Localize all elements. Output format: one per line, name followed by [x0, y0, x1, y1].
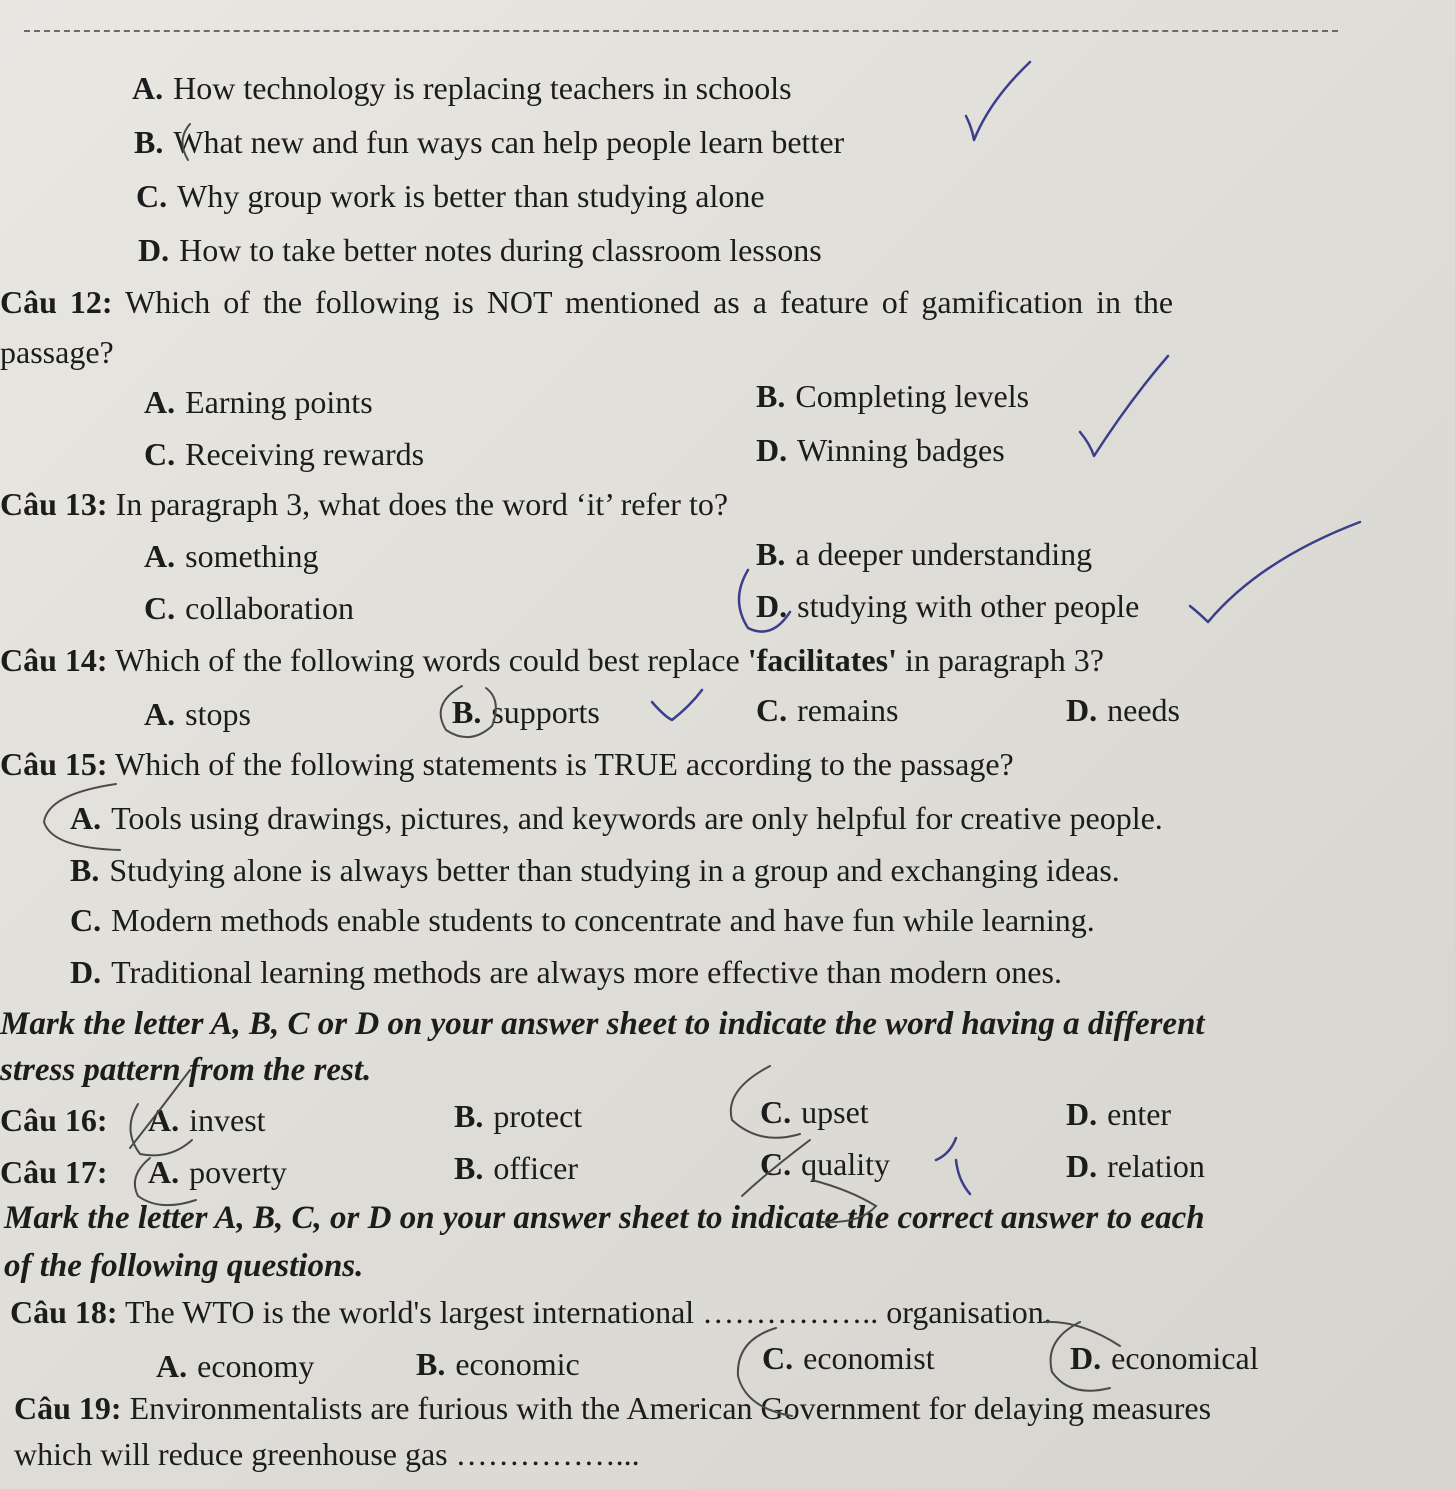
q12-option-a: A. Earning points	[144, 384, 373, 420]
q16-option-b: B. protect	[454, 1098, 583, 1134]
q11-checkmark	[966, 62, 1030, 140]
q12-option-b: B. Completing levels	[756, 378, 1030, 414]
q13-option-b: B. a deeper understanding	[756, 536, 1093, 572]
q12-checkmark	[1080, 356, 1168, 456]
q19-question-cont: which will reduce greenhouse gas ……………...	[14, 1436, 640, 1472]
page-separator	[24, 30, 1338, 32]
q13-option-d: D. studying with other people	[756, 588, 1140, 624]
q15-option-c: C. Modern methods enable students to concentrate and have fun while learning.	[70, 902, 1095, 938]
q18-option-d: D. economical	[1070, 1340, 1259, 1376]
q13-option-c: C. collaboration	[144, 590, 354, 626]
q14-option-b: B. supports	[452, 694, 600, 730]
answer-instruction-line2: of the following questions.	[4, 1248, 364, 1284]
q19-question: Câu 19: Environmentalists are furious with the American Government for delaying measures	[14, 1390, 1212, 1426]
q13-question: Câu 13: In paragraph 3, what does the word ‘it’ refer to?	[0, 486, 729, 522]
q11-option-b: B. What new and fun ways can help people learn better	[134, 124, 845, 160]
q15-option-d: D. Traditional learning methods are always more effective than modern ones.	[70, 954, 1062, 990]
q18-option-a: A. economy	[156, 1348, 315, 1384]
q17-mark	[936, 1138, 970, 1194]
q12-question-cont: passage?	[0, 334, 114, 370]
q19-blank: ……………...	[455, 1436, 640, 1472]
q15-option-a: A. Tools using drawings, pictures, and keywords are only helpful for creative people.	[70, 800, 1163, 836]
q11-option-c: C. Why group work is better than studying alone	[136, 178, 765, 214]
q17-number: Câu 17:	[0, 1154, 108, 1190]
stress-instruction-line1: Mark the letter A, B, C or D on your answer sheet to indicate the word having a different	[0, 1006, 1205, 1042]
q17-option-d: D. relation	[1066, 1148, 1205, 1184]
q18-option-b: B. economic	[416, 1346, 580, 1382]
q14-option-a: A. stops	[144, 696, 251, 732]
q16-option-d: D. enter	[1066, 1096, 1172, 1132]
q14-question: Câu 14: Which of the following words could best replace 'facilitates' in paragraph 3?	[0, 642, 1104, 678]
q12-question: Câu 12: Which of the following is NOT mentioned as a feature of gamification in the	[0, 284, 1174, 320]
q13-option-a: A. something	[144, 538, 319, 574]
q17-option-a: A. poverty	[148, 1154, 287, 1190]
q11-option-a: A. How technology is replacing teachers in schools	[132, 70, 792, 106]
q14-option-c: C. remains	[756, 692, 899, 728]
q16-number: Câu 16:	[0, 1102, 108, 1138]
q17-option-b: B. officer	[454, 1150, 579, 1186]
q18-blank: ……………..	[702, 1294, 879, 1330]
q15-question: Câu 15: Which of the following statements is TRUE according to the passage?	[0, 746, 1014, 782]
q16-option-a: A. invest	[148, 1102, 266, 1138]
q12-option-c: C. Receiving rewards	[144, 436, 425, 472]
stress-instruction-line2: stress pattern from the rest.	[0, 1052, 372, 1088]
q12-option-d: D. Winning badges	[756, 432, 1005, 468]
q15-option-b: B. Studying alone is always better than studying in a group and exchanging ideas.	[70, 852, 1120, 888]
q14-checkmark	[652, 690, 702, 720]
q13-checkmark	[1190, 522, 1360, 622]
answer-instruction-line1: Mark the letter A, B, C, or D on your answer sheet to indicate the correct answer to each	[4, 1200, 1205, 1236]
q14-option-d: D. needs	[1066, 692, 1180, 728]
q18-question: Câu 18: The WTO is the world's largest international …………….. organisation.	[10, 1294, 1052, 1330]
q16-option-c: C. upset	[760, 1094, 869, 1130]
q17-option-c: C. quality	[760, 1146, 890, 1182]
q18-option-c: C. economist	[762, 1340, 935, 1376]
q11-option-d: D. How to take better notes during classroom lessons	[138, 232, 822, 268]
